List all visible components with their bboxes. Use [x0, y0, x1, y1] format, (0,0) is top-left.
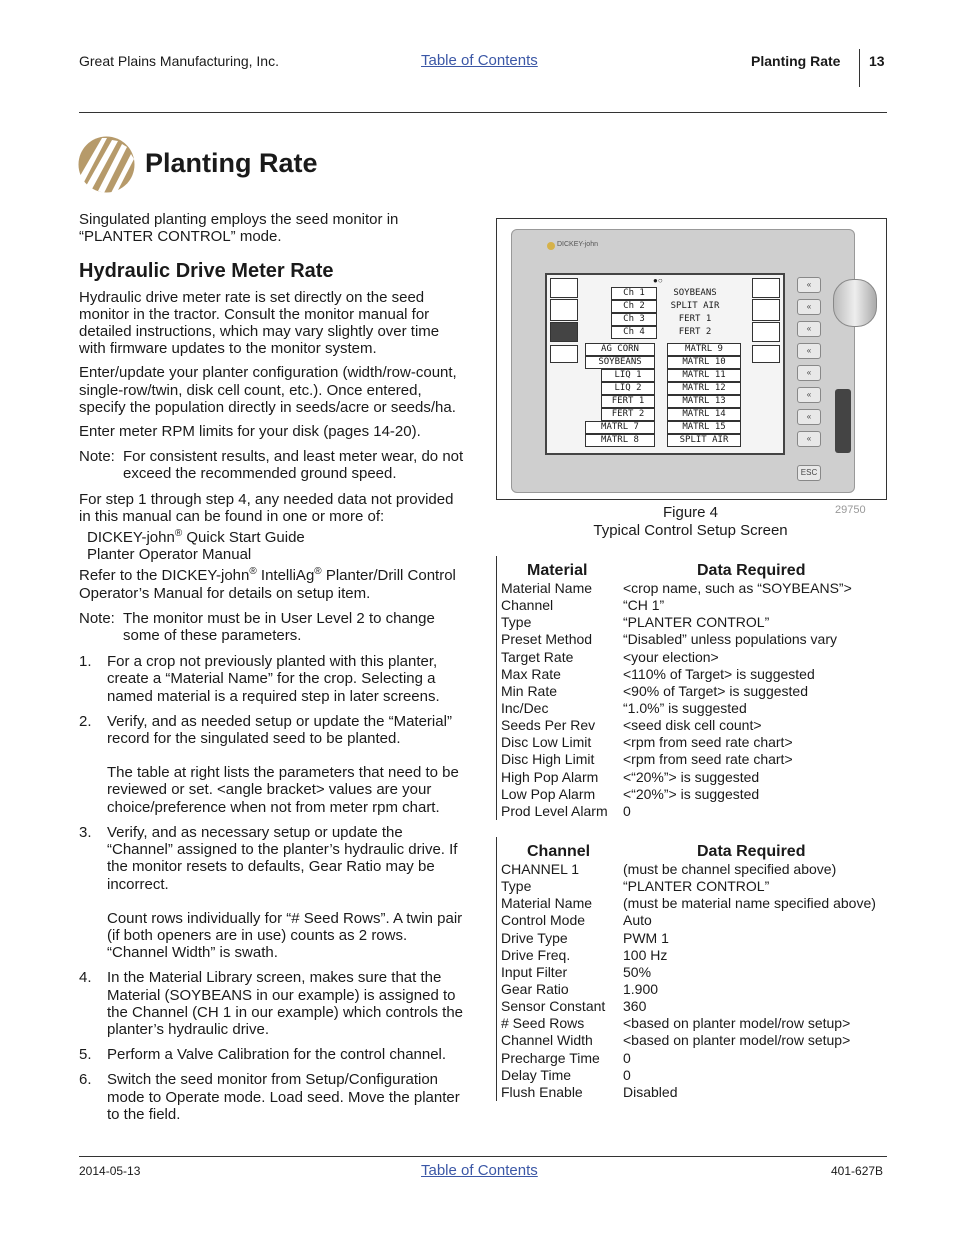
row-label: Control Mode: [501, 912, 586, 929]
table-row: [497, 1050, 886, 1067]
footer-rule: [79, 1156, 887, 1157]
row-value: <crop name, such as “SOYBEANS”>: [623, 580, 852, 596]
table-row: [497, 614, 886, 631]
step-item: 5. Perform a Valve Calibration for the control channel.: [79, 1046, 447, 1064]
status-icons: ●○: [653, 276, 663, 285]
row-value: 50%: [623, 963, 652, 980]
material-cell[interactable]: MATRL 12: [667, 382, 741, 395]
row-label: Inc/Dec: [501, 699, 549, 716]
table-row: [497, 683, 886, 700]
header-company: Great Plains Manufacturing, Inc.: [79, 53, 279, 69]
material-cell[interactable]: MATRL 7: [585, 421, 655, 434]
row-label: Flush Enable: [501, 1083, 583, 1100]
table-row: [497, 717, 886, 734]
row-value: PWM 1: [623, 929, 669, 946]
footer-date: 2014-05-13: [79, 1164, 141, 1178]
soft-key-button[interactable]: «: [797, 409, 821, 425]
row-value: <your election>: [623, 648, 719, 665]
table-row: [497, 734, 886, 751]
row-label: Preset Method: [501, 631, 593, 648]
table-row: [497, 930, 886, 947]
table-header: Material Data Required: [527, 562, 806, 579]
soft-key-button[interactable]: «: [797, 365, 821, 381]
clock-icon[interactable]: [550, 278, 578, 298]
table-row: [497, 751, 886, 768]
connect-icon[interactable]: [752, 322, 780, 342]
material-cell[interactable]: MATRL 15: [667, 421, 741, 434]
row-value: <“20%”> is suggested: [623, 785, 760, 802]
table-row: [497, 861, 886, 878]
row-value: 0: [623, 802, 631, 819]
channel-cell[interactable]: Ch 2: [611, 300, 657, 313]
row-value: 1.900: [623, 980, 659, 997]
table-body: [497, 861, 886, 1101]
table-row: [497, 597, 886, 614]
soft-key-button[interactable]: «: [797, 431, 821, 447]
row-value: (must be channel specified above): [623, 861, 837, 877]
paragraph: Refer to the DICKEY-john® IntelliAg® Planter/Drill Control Operator’s Manual for details on setup item.: [79, 566, 456, 602]
row-label: Type: [501, 614, 532, 631]
figure-caption: Figure 4 Typical Control Setup Screen: [593, 504, 788, 539]
step-item: 3. Verify, and as necessary setup or update the “Channel” assigned to the planter’s hydraulic drive. If the monitor resets to defaults, Gear Ratio may be incorrect. Count rows individually for “# Seed Rows”. A twin pair (if both openers are in use) counts as 2 rows. “Channel Width” is swath.: [79, 823, 463, 962]
table-body: [497, 580, 886, 820]
step-item: 2. Verify, and as needed setup or update the “Material” record for the singulated seed to be planted. The table at right lists the parameters that need to be reviewed or set. <angle bracket> values are your choice/preference when not from meter rpm chart.: [79, 712, 459, 816]
row-value: Auto: [623, 912, 652, 929]
tools-icon[interactable]: [752, 345, 780, 363]
material-table: [496, 556, 886, 820]
keyboard-icon[interactable]: [752, 278, 780, 298]
table-row: [497, 700, 886, 717]
material-cell[interactable]: LIQ 1: [601, 369, 655, 382]
row-value: Disabled: [623, 1083, 678, 1100]
row-value: 360: [623, 998, 647, 1015]
paragraph: Enter meter RPM limits for your disk (pages 14-20).: [79, 423, 421, 441]
intro-text: Singulated planting employs the seed monitor in “PLANTER CONTROL” mode.: [79, 211, 399, 246]
row-value: <seed disk cell count>: [623, 717, 762, 734]
table-row: [497, 580, 886, 597]
row-label: Target Rate: [501, 648, 574, 665]
esc-button[interactable]: ESC: [797, 465, 821, 481]
table-row: [497, 981, 886, 998]
paragraph: Hydraulic drive meter rate is set directly on the seed monitor in the tractor. Consult the monitor manual for detailed instructions, which may vary slightly over time with firmware updates to the monitor system.: [79, 288, 440, 358]
row-label: Precharge Time: [501, 1049, 600, 1066]
great-plains-logo-icon: [78, 136, 135, 193]
page-number: 13: [869, 53, 885, 69]
soft-key-button[interactable]: «: [797, 343, 821, 359]
row-label: Seeds Per Rev: [501, 717, 596, 734]
section-heading: Hydraulic Drive Meter Rate: [79, 260, 334, 283]
table-row: [497, 947, 886, 964]
row-label: Input Filter: [501, 963, 568, 980]
material-cell[interactable]: MATRL 8: [585, 434, 655, 447]
table-row: [497, 649, 886, 666]
row-label: Low Pop Alarm: [501, 785, 596, 802]
table-row: [497, 1067, 886, 1084]
header-rule: [79, 112, 887, 113]
tractor-icon[interactable]: [550, 299, 578, 321]
note: [79, 448, 469, 482]
channel-cell[interactable]: Ch 1: [611, 287, 657, 300]
figure-ref-number: 29750: [835, 504, 866, 516]
soft-key-button[interactable]: «: [797, 299, 821, 315]
row-value: <“20%”> is suggested: [623, 768, 760, 785]
row-value: <based on planter model/row setup>: [623, 1015, 851, 1032]
row-value: <based on planter model/row setup>: [623, 1032, 851, 1049]
row-value: 0: [623, 1066, 631, 1083]
brand-label: DICKEY-john: [557, 241, 598, 248]
row-value: “PLANTER CONTROL”: [623, 614, 770, 631]
row-value: 100 Hz: [623, 946, 668, 963]
reference-item: Planter Operator Manual: [87, 546, 252, 564]
row-value: <rpm from seed rate chart>: [623, 734, 793, 751]
step-item: 4. In the Material Library screen, makes sure that the Material (SOYBEANS in our example) is assigned to the Channel (CH 1 in our example) which controls the planter’s hydraulic drive.: [79, 969, 464, 1038]
table-row: [497, 998, 886, 1015]
table-row: [497, 1084, 886, 1101]
note-label: Note:: [79, 448, 115, 466]
material-cell[interactable]: MATRL 9: [667, 343, 741, 356]
table-row: [497, 895, 886, 912]
wrench-icon[interactable]: [550, 322, 578, 342]
row-value: “Disabled” unless populations vary: [623, 631, 837, 648]
table-row: [497, 786, 886, 803]
brand-logo-icon: [547, 242, 555, 250]
row-label: Channel Width: [501, 1032, 593, 1049]
row-label: Channel: [501, 597, 554, 614]
row-label: Drive Type: [501, 929, 568, 946]
row-label: Gear Ratio: [501, 980, 569, 997]
soft-key-button[interactable]: «: [797, 277, 821, 293]
row-label: CHANNEL 1: [501, 861, 580, 877]
table-header: Channel Data Required: [527, 843, 806, 860]
table-row: [497, 878, 886, 895]
material-cell[interactable]: MATRL 11: [667, 369, 741, 382]
row-value: “CH 1”: [623, 597, 665, 614]
card-slot-icon: [835, 389, 851, 453]
row-label: Sensor Constant: [501, 998, 606, 1015]
page-title: Planting Rate: [145, 148, 318, 178]
row-value: 0: [623, 1049, 631, 1066]
row-value: <90% of Target> is suggested: [623, 682, 808, 699]
material-cell[interactable]: LIQ 2: [601, 382, 655, 395]
row-value: “1.0%” is suggested: [623, 699, 747, 716]
row-value: <110% of Target> is suggested: [623, 665, 815, 682]
soft-key-button[interactable]: «: [797, 321, 821, 337]
reference-item: DICKEY-john® Quick Start Guide: [87, 528, 305, 547]
material-cell[interactable]: FERT 1: [601, 395, 655, 408]
row-label: Type: [501, 878, 532, 895]
row-label: Max Rate: [501, 665, 561, 682]
row-label: Disc High Limit: [501, 751, 595, 768]
figure-frame: [496, 218, 887, 500]
header-section: Planting Rate: [751, 53, 841, 69]
material-cell[interactable]: MATRL 14: [667, 408, 741, 421]
paragraph: Enter/update your planter configuration (width/row-count, single-row/twin, disk cell count, etc.). Once entered, specify the population directly in seeds/acre or seeds/ha.: [79, 364, 457, 416]
logo-button-icon[interactable]: [550, 345, 578, 363]
table-row: [497, 1032, 886, 1049]
note-text: For consistent results, and least meter wear, do not exceed the recommended ground speed.: [123, 448, 464, 483]
monitor-screen: [545, 273, 785, 455]
material-cell[interactable]: MATRL 13: [667, 395, 741, 408]
material-cell[interactable]: AG CORN: [585, 343, 655, 356]
table-row: [497, 1015, 886, 1032]
settings-icon[interactable]: [752, 299, 780, 321]
channel-cell[interactable]: Ch 3: [611, 313, 657, 326]
header-divider: [859, 49, 860, 87]
row-label: Drive Freq.: [501, 946, 571, 963]
step-item: 6. Switch the seed monitor from Setup/Configuration mode to Operate mode. Load seed. Move the planter to the field.: [79, 1071, 460, 1123]
table-row: [497, 912, 886, 929]
left-column: [79, 211, 469, 1123]
paragraph: For step 1 through step 4, any needed data not provided in this manual can be found in one or more of:: [79, 490, 454, 525]
table-row: [497, 769, 886, 786]
row-value: (must be material name specified above): [623, 895, 876, 912]
row-value: <rpm from seed rate chart>: [623, 751, 793, 768]
row-label: Delay Time: [501, 1066, 572, 1083]
material-cell[interactable]: SPLIT AIR: [667, 434, 741, 447]
soft-key-button[interactable]: «: [797, 387, 821, 403]
table-row: [497, 964, 886, 981]
table-row: [497, 666, 886, 683]
material-cell[interactable]: FERT 2: [601, 408, 655, 421]
note-label: Note:: [79, 609, 115, 627]
row-label: # Seed Rows: [501, 1015, 585, 1032]
material-cell[interactable]: SOYBEANS: [585, 356, 655, 369]
row-label: Min Rate: [501, 682, 558, 699]
row-label: Material Name: [501, 895, 593, 912]
header-toc-link[interactable]: Table of Contents: [421, 52, 538, 69]
row-label: Disc Low Limit: [501, 734, 592, 751]
table-row: [497, 631, 886, 648]
row-value: “PLANTER CONTROL”: [623, 878, 770, 895]
row-label: High Pop Alarm: [501, 768, 599, 785]
table-row: [497, 803, 886, 820]
channel-material-list: SOYBEANS SPLIT AIR FERT 1 FERT 2: [670, 288, 720, 337]
channel-cell[interactable]: Ch 4: [611, 326, 657, 339]
note-text: The monitor must be in User Level 2 to change some of these parameters.: [123, 609, 435, 645]
channel-table: [496, 837, 886, 1101]
footer-toc-link[interactable]: Table of Contents: [421, 1162, 538, 1179]
footer-doc-number: 401-627B: [831, 1164, 884, 1178]
note: [79, 610, 469, 644]
material-cell[interactable]: MATRL 10: [667, 356, 741, 369]
row-label: Prod Level Alarm: [501, 802, 608, 819]
step-item: 1. For a crop not previously planted with this planter, create a “Material Name” for the crop. Selecting a named material is a required step in later screens.: [79, 653, 440, 705]
row-label: Material Name: [501, 580, 593, 596]
control-knob-icon: [833, 279, 877, 327]
